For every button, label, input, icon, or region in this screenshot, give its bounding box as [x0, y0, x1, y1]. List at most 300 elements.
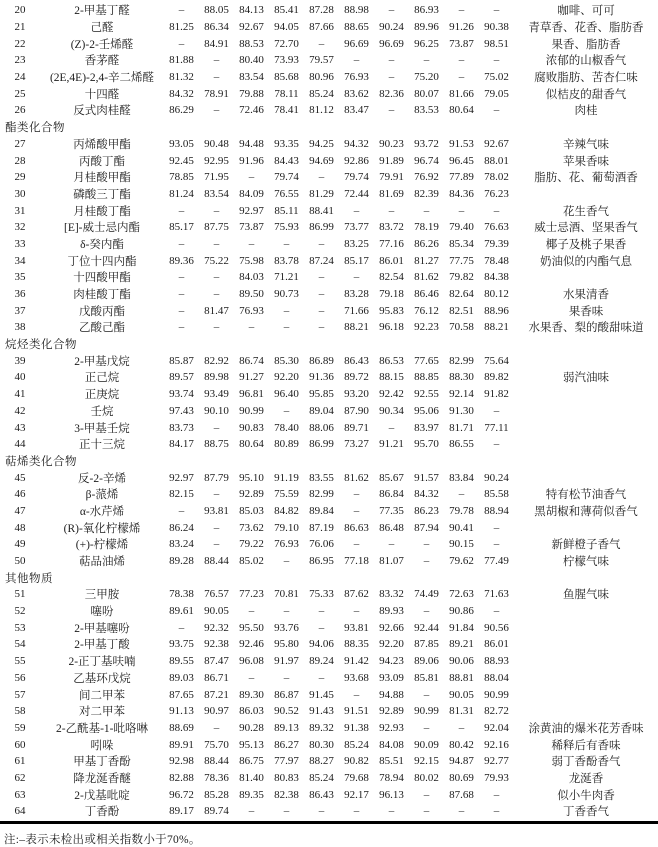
aroma-description: 特有松节油香气 — [545, 489, 627, 502]
row-number: 37 — [14, 304, 26, 317]
aroma-description: 椰子及桃子果香 — [545, 238, 627, 251]
section-header: 酯类化合物 — [5, 122, 65, 135]
similarity-value: 95.80 — [274, 638, 299, 651]
similarity-value: 80.64 — [239, 438, 264, 451]
similarity-value: 88.98 — [344, 4, 369, 17]
similarity-value: 90.83 — [239, 421, 264, 434]
compound-name: 丙烯酸甲酯 — [73, 138, 131, 151]
similarity-value: 82.72 — [484, 705, 509, 718]
similarity-value: 90.99 — [484, 688, 509, 701]
similarity-value: 95.83 — [379, 304, 404, 317]
similarity-value: 85.24 — [344, 738, 369, 751]
table-row — [0, 653, 658, 670]
similarity-value: – — [318, 271, 325, 284]
similarity-value: – — [318, 304, 325, 317]
table-footnote: 注:–表示未检出或相关指数小于70%。 — [4, 833, 201, 846]
similarity-value: 76.23 — [484, 187, 509, 200]
aroma-description: 龙涎香 — [568, 772, 604, 785]
similarity-value: – — [388, 4, 395, 17]
similarity-value: 86.84 — [379, 488, 404, 501]
row-number: 27 — [14, 137, 26, 150]
compound-name: 2-正丁基呋喃 — [68, 656, 136, 669]
similarity-value: – — [423, 688, 430, 701]
similarity-value: 90.15 — [449, 538, 474, 551]
similarity-value: 75.20 — [414, 71, 439, 84]
similarity-value: 83.72 — [379, 221, 404, 234]
similarity-value: 91.57 — [414, 471, 439, 484]
similarity-value: 89.61 — [169, 605, 194, 618]
row-number: 22 — [14, 37, 26, 50]
similarity-value: 84.32 — [414, 488, 439, 501]
table-row — [0, 202, 658, 219]
similarity-value: 92.14 — [449, 388, 474, 401]
similarity-value: 78.48 — [484, 254, 509, 267]
similarity-value: 90.28 — [239, 721, 264, 734]
similarity-value: 92.98 — [169, 755, 194, 768]
similarity-value: 72.63 — [449, 588, 474, 601]
similarity-value: 93.09 — [379, 671, 404, 684]
similarity-value: 84.43 — [274, 154, 299, 167]
similarity-value: – — [493, 104, 500, 117]
similarity-value: 75.64 — [484, 354, 509, 367]
similarity-value: 79.22 — [239, 538, 264, 551]
similarity-value: 72.46 — [239, 104, 264, 117]
similarity-value: 79.68 — [344, 771, 369, 784]
similarity-value: 88.44 — [204, 555, 229, 568]
similarity-value: 94.25 — [309, 137, 334, 150]
row-number: 51 — [14, 588, 26, 601]
similarity-value: 77.49 — [484, 555, 509, 568]
similarity-value: 86.89 — [309, 354, 334, 367]
similarity-value: – — [283, 805, 290, 818]
row-number: 39 — [14, 354, 26, 367]
similarity-value: – — [318, 37, 325, 50]
similarity-value: 73.62 — [239, 521, 264, 534]
similarity-value: 90.52 — [274, 705, 299, 718]
similarity-value: 89.93 — [379, 605, 404, 618]
similarity-value: 84.08 — [379, 738, 404, 751]
similarity-value: 91.43 — [309, 705, 334, 718]
table-row — [0, 52, 658, 69]
similarity-value: 81.47 — [204, 304, 229, 317]
similarity-value: 77.97 — [274, 755, 299, 768]
compound-name: 月桂酸甲酯 — [73, 172, 131, 185]
table-row — [0, 219, 658, 236]
similarity-value: 73.27 — [344, 438, 369, 451]
compound-name: 己醛 — [90, 22, 114, 35]
similarity-value: 82.64 — [449, 288, 474, 301]
similarity-value: 84.13 — [239, 4, 264, 17]
similarity-value: 91.53 — [449, 137, 474, 150]
similarity-value: 79.40 — [449, 221, 474, 234]
row-number: 63 — [14, 788, 26, 801]
similarity-value: 86.43 — [309, 788, 334, 801]
similarity-value: 96.69 — [344, 37, 369, 50]
similarity-value: 78.11 — [274, 87, 299, 100]
similarity-value: 85.34 — [449, 237, 474, 250]
similarity-value: – — [213, 288, 220, 301]
similarity-value: 87.21 — [204, 688, 229, 701]
similarity-value: 91.13 — [169, 705, 194, 718]
compound-name: δ-癸内酯 — [80, 238, 124, 251]
similarity-value: 88.27 — [309, 755, 334, 768]
similarity-value: 83.73 — [169, 421, 194, 434]
similarity-value: – — [493, 788, 500, 801]
table-row — [0, 770, 658, 787]
table-row — [0, 35, 658, 52]
similarity-value: 92.67 — [239, 21, 264, 34]
table-row — [0, 419, 658, 436]
similarity-value: 78.19 — [414, 221, 439, 234]
row-number: 32 — [14, 221, 26, 234]
similarity-value: – — [213, 54, 220, 67]
similarity-value: 91.26 — [449, 21, 474, 34]
similarity-value: 89.36 — [169, 254, 194, 267]
similarity-value: 82.36 — [379, 87, 404, 100]
similarity-value: – — [213, 271, 220, 284]
similarity-value: 73.93 — [274, 54, 299, 67]
similarity-value: 80.83 — [274, 771, 299, 784]
similarity-value: 80.40 — [239, 54, 264, 67]
similarity-value: 88.94 — [484, 504, 509, 517]
similarity-value: – — [423, 721, 430, 734]
compound-name: 正己烷 — [84, 372, 120, 385]
similarity-value: 86.99 — [309, 438, 334, 451]
similarity-value: 90.05 — [204, 605, 229, 618]
similarity-value: 88.53 — [239, 37, 264, 50]
table-row — [0, 686, 658, 703]
row-number: 21 — [14, 21, 26, 34]
similarity-value: 75.02 — [484, 71, 509, 84]
similarity-value: 92.46 — [239, 638, 264, 651]
row-number: 46 — [14, 488, 26, 501]
compound-name: 丙酸丁酯 — [79, 155, 125, 168]
similarity-value: 85.51 — [379, 755, 404, 768]
similarity-value: 77.35 — [379, 504, 404, 517]
similarity-value: 92.17 — [344, 788, 369, 801]
similarity-value: 96.81 — [239, 388, 264, 401]
compound-name: 正十三烷 — [79, 439, 125, 452]
similarity-value: 81.71 — [449, 421, 474, 434]
similarity-value: 77.11 — [484, 421, 509, 434]
similarity-value: 97.43 — [169, 404, 194, 417]
similarity-value: 88.81 — [449, 671, 474, 684]
similarity-value: 91.21 — [379, 438, 404, 451]
compound-name: 降龙涎香醚 — [73, 772, 131, 785]
similarity-value: 85.81 — [414, 671, 439, 684]
similarity-value: 96.13 — [379, 788, 404, 801]
similarity-value: 71.63 — [484, 588, 509, 601]
compound-name: 2-戊基吡啶 — [74, 789, 130, 802]
similarity-value: 82.99 — [449, 354, 474, 367]
similarity-value: 88.21 — [344, 321, 369, 334]
similarity-value: 93.72 — [414, 137, 439, 150]
table-row — [0, 703, 658, 720]
compound-name: 乙基环戊烷 — [73, 672, 131, 685]
similarity-value: 90.99 — [414, 705, 439, 718]
similarity-value: – — [213, 71, 220, 84]
similarity-value: – — [283, 321, 290, 334]
similarity-value: 85.24 — [309, 87, 334, 100]
similarity-value: 81.27 — [414, 254, 439, 267]
similarity-value: 91.97 — [274, 655, 299, 668]
row-number: 41 — [14, 388, 26, 401]
similarity-value: 90.23 — [379, 137, 404, 150]
similarity-value: 83.32 — [379, 588, 404, 601]
table-row — [0, 720, 658, 737]
row-number: 24 — [14, 71, 26, 84]
compound-name: 吲哚 — [90, 739, 114, 752]
similarity-value: 87.62 — [344, 588, 369, 601]
row-number: 25 — [14, 87, 26, 100]
similarity-value: 88.93 — [484, 655, 509, 668]
similarity-value: 94.48 — [239, 137, 264, 150]
similarity-value: 89.74 — [204, 805, 229, 818]
row-number: 48 — [14, 521, 26, 534]
table-row — [0, 503, 658, 520]
aroma-description: 威士忌酒、坚果香气 — [534, 222, 638, 235]
compound-name: 丁位十四内酯 — [67, 255, 137, 268]
similarity-value: – — [248, 237, 255, 250]
similarity-value: – — [353, 504, 360, 517]
similarity-value: 91.38 — [344, 721, 369, 734]
similarity-value: 86.01 — [484, 638, 509, 651]
similarity-value: – — [248, 605, 255, 618]
similarity-value: 89.91 — [169, 738, 194, 751]
similarity-value: – — [388, 104, 395, 117]
similarity-value: 96.45 — [449, 154, 474, 167]
table-row — [0, 85, 658, 102]
similarity-value: 87.19 — [309, 521, 334, 534]
compound-name: 对二甲苯 — [79, 706, 125, 719]
aroma-description: 弱丁香酚香气 — [551, 756, 621, 769]
similarity-value: 86.71 — [204, 671, 229, 684]
table-row — [0, 102, 658, 119]
row-number: 52 — [14, 605, 26, 618]
similarity-value: 87.68 — [449, 788, 474, 801]
similarity-value: 92.23 — [414, 321, 439, 334]
similarity-value: – — [493, 521, 500, 534]
similarity-value: 78.94 — [379, 771, 404, 784]
compound-name: 正庚烷 — [84, 389, 120, 402]
row-number: 23 — [14, 54, 26, 67]
similarity-value: 76.12 — [414, 304, 439, 317]
compound-name: 噻吩 — [90, 606, 114, 619]
similarity-value: 90.24 — [484, 471, 509, 484]
similarity-value: 95.50 — [239, 621, 264, 634]
aroma-description: 咖啡、可可 — [557, 5, 615, 18]
table-bottom-border — [0, 821, 658, 824]
aroma-description: 鱼腥气味 — [563, 589, 609, 602]
compound-name: α-水芹烯 — [79, 505, 125, 518]
similarity-value: 89.28 — [169, 555, 194, 568]
compound-table — [0, 2, 658, 820]
similarity-value: 88.04 — [484, 671, 509, 684]
similarity-value: 75.93 — [274, 221, 299, 234]
similarity-value: – — [213, 204, 220, 217]
table-row — [0, 236, 658, 253]
similarity-value: 93.74 — [169, 388, 194, 401]
similarity-value: 92.45 — [169, 154, 194, 167]
similarity-value: 89.03 — [169, 671, 194, 684]
similarity-value: 96.40 — [274, 388, 299, 401]
similarity-value: 94.05 — [274, 21, 299, 34]
similarity-value: 86.93 — [414, 4, 439, 17]
table-row — [0, 369, 658, 386]
similarity-value: – — [458, 721, 465, 734]
compound-name: 戊酸丙酯 — [79, 305, 125, 318]
similarity-value: 92.20 — [379, 638, 404, 651]
similarity-value: 92.77 — [484, 755, 509, 768]
similarity-value: 72.70 — [274, 37, 299, 50]
similarity-value: 87.66 — [309, 21, 334, 34]
similarity-value: 86.74 — [239, 354, 264, 367]
similarity-value: 84.38 — [484, 271, 509, 284]
similarity-value: – — [458, 805, 465, 818]
row-number: 58 — [14, 705, 26, 718]
similarity-value: 78.85 — [169, 171, 194, 184]
aroma-description: 似小牛肉香 — [557, 789, 615, 802]
similarity-value: – — [213, 721, 220, 734]
similarity-value: 89.50 — [239, 288, 264, 301]
similarity-value: 83.55 — [309, 471, 334, 484]
similarity-value: 83.97 — [414, 421, 439, 434]
similarity-value: 95.70 — [414, 438, 439, 451]
similarity-value: – — [178, 621, 185, 634]
table-row — [0, 803, 658, 820]
similarity-value: 83.53 — [414, 104, 439, 117]
similarity-value: 92.67 — [484, 137, 509, 150]
similarity-value: – — [458, 4, 465, 17]
similarity-value: 88.21 — [484, 321, 509, 334]
similarity-value: 81.31 — [449, 705, 474, 718]
similarity-value: 89.96 — [414, 21, 439, 34]
similarity-value: 78.41 — [274, 104, 299, 117]
row-number: 45 — [14, 471, 26, 484]
similarity-value: – — [353, 271, 360, 284]
similarity-value: 75.33 — [309, 588, 334, 601]
similarity-value: 81.32 — [169, 71, 194, 84]
similarity-value: 92.32 — [204, 621, 229, 634]
row-number: 47 — [14, 504, 26, 517]
compound-name: 2-甲基噻吩 — [74, 622, 130, 635]
similarity-value: 93.76 — [274, 621, 299, 634]
similarity-value: 90.24 — [379, 21, 404, 34]
compound-name: (+)-柠檬烯 — [75, 539, 129, 552]
similarity-value: – — [388, 421, 395, 434]
similarity-value: 86.24 — [169, 521, 194, 534]
similarity-value: 94.06 — [309, 638, 334, 651]
similarity-value: 79.05 — [484, 87, 509, 100]
similarity-value: 90.82 — [344, 755, 369, 768]
similarity-value: 91.27 — [239, 371, 264, 384]
similarity-value: 82.88 — [169, 771, 194, 784]
similarity-value: – — [423, 605, 430, 618]
similarity-value: 72.44 — [344, 187, 369, 200]
similarity-value: 92.42 — [379, 388, 404, 401]
row-number: 61 — [14, 755, 26, 768]
similarity-value: 87.94 — [414, 521, 439, 534]
similarity-value: 85.68 — [274, 71, 299, 84]
table-row — [0, 586, 658, 603]
similarity-value: 77.89 — [449, 171, 474, 184]
similarity-value: – — [388, 54, 395, 67]
table-row — [0, 619, 658, 636]
row-number: 55 — [14, 655, 26, 668]
table-row — [0, 136, 658, 153]
similarity-value: – — [493, 605, 500, 618]
similarity-value: 78.40 — [274, 421, 299, 434]
similarity-value: 84.91 — [204, 37, 229, 50]
similarity-value: – — [318, 671, 325, 684]
similarity-value: 86.99 — [309, 221, 334, 234]
similarity-value: 86.95 — [309, 555, 334, 568]
row-number: 49 — [14, 538, 26, 551]
table-row — [0, 69, 658, 86]
similarity-value: 86.46 — [414, 288, 439, 301]
similarity-value: 83.62 — [344, 87, 369, 100]
table-row — [0, 302, 658, 319]
similarity-value: – — [353, 488, 360, 501]
similarity-value: 86.87 — [274, 688, 299, 701]
similarity-value: 81.29 — [309, 187, 334, 200]
similarity-value: 92.95 — [204, 154, 229, 167]
similarity-value: 89.30 — [239, 688, 264, 701]
table-row — [0, 753, 658, 770]
table-row — [0, 386, 658, 403]
similarity-value: 77.75 — [449, 254, 474, 267]
similarity-value: 87.79 — [204, 471, 229, 484]
aroma-description: 脂肪、花、葡萄酒香 — [534, 172, 638, 185]
row-number: 64 — [14, 805, 26, 818]
similarity-value: 82.92 — [204, 354, 229, 367]
similarity-value: 92.16 — [484, 738, 509, 751]
similarity-value: 80.69 — [449, 771, 474, 784]
row-number: 40 — [14, 371, 26, 384]
similarity-value: 96.72 — [169, 788, 194, 801]
row-number: 43 — [14, 421, 26, 434]
table-row — [0, 670, 658, 687]
similarity-value: 92.66 — [379, 621, 404, 634]
aroma-description: 似桔皮的甜香气 — [545, 88, 627, 101]
similarity-value: 88.96 — [484, 304, 509, 317]
row-number: 26 — [14, 104, 26, 117]
similarity-value: 89.71 — [344, 421, 369, 434]
similarity-value: 81.24 — [169, 187, 194, 200]
similarity-value: – — [213, 321, 220, 334]
similarity-value: – — [388, 71, 395, 84]
aroma-description: 柠檬气味 — [563, 556, 609, 569]
similarity-value: 96.74 — [414, 154, 439, 167]
similarity-value: 91.51 — [344, 705, 369, 718]
similarity-value: 90.73 — [274, 288, 299, 301]
similarity-value: – — [283, 671, 290, 684]
similarity-value: 75.22 — [204, 254, 229, 267]
similarity-value: 87.28 — [309, 4, 334, 17]
similarity-value: 79.62 — [449, 555, 474, 568]
similarity-value: 96.18 — [379, 321, 404, 334]
row-number: 42 — [14, 404, 26, 417]
similarity-value: 85.67 — [379, 471, 404, 484]
compound-name: 香茅醛 — [84, 55, 120, 68]
similarity-value: 89.98 — [204, 371, 229, 384]
similarity-value: 95.13 — [239, 738, 264, 751]
similarity-value: 93.81 — [204, 504, 229, 517]
compound-name: 甲基丁香酚 — [73, 756, 131, 769]
similarity-value: 93.49 — [204, 388, 229, 401]
similarity-value: 83.54 — [204, 187, 229, 200]
similarity-value: 87.47 — [204, 655, 229, 668]
